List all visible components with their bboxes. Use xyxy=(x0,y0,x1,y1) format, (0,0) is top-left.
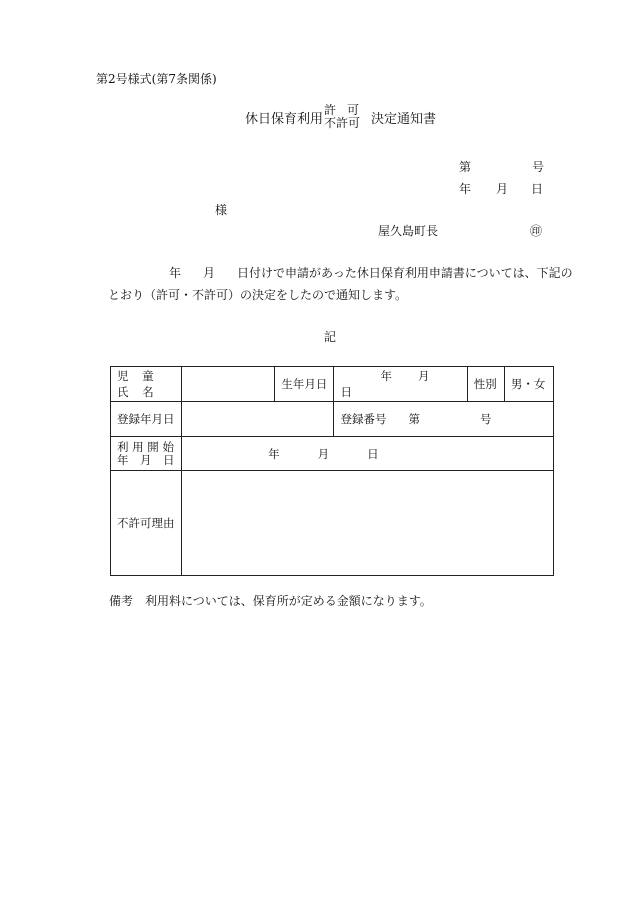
body-year: 年 xyxy=(169,266,182,280)
body-line-1 xyxy=(169,264,573,281)
table-row xyxy=(111,471,554,576)
table-row xyxy=(111,402,554,437)
birth-year: 年 xyxy=(380,369,392,383)
sex-label: 性別 xyxy=(467,367,504,402)
form-number-label: 第2号様式(第7条関係) xyxy=(96,72,217,86)
birth-day: 日 xyxy=(340,385,352,399)
body-month: 月 xyxy=(203,266,216,280)
birthdate-label: 生年月日 xyxy=(275,367,334,402)
title-prefix: 休日保育利用 xyxy=(245,111,324,127)
start-date-label-line-2: 年 月 日 xyxy=(117,452,175,467)
start-day: 日 xyxy=(367,446,379,461)
table-row xyxy=(111,437,554,471)
table-row xyxy=(111,367,554,402)
ki-heading: 記 xyxy=(324,330,337,344)
details-table xyxy=(110,366,554,576)
title-suffix: 決定通知書 xyxy=(371,111,437,127)
issuer-name: 屋久島町長 xyxy=(378,224,439,238)
denial-reason-label: 不許可理由 xyxy=(111,471,182,576)
seal-mark: ㊞ xyxy=(530,224,543,238)
title-choice-stack xyxy=(324,104,370,130)
start-date-label xyxy=(111,437,182,471)
number-suffix: 号 xyxy=(532,160,545,174)
start-year: 年 xyxy=(268,446,280,461)
document-title xyxy=(245,104,436,130)
start-month: 月 xyxy=(317,446,330,461)
registration-date-field[interactable] xyxy=(182,402,334,437)
birthdate-field[interactable] xyxy=(334,367,467,402)
start-date-label-line-1: 利 用 開 始 xyxy=(117,439,174,454)
body-line-1-text: 日付けで申請があった休日保育利用申請書については、下記の xyxy=(237,266,573,280)
sex-field[interactable]: 男・女 xyxy=(504,367,553,402)
date-year: 年 xyxy=(459,182,472,196)
registration-number-label: 登録番号 xyxy=(340,412,387,426)
recipient-honorific: 様 xyxy=(215,203,228,217)
title-choice-deny: 不許可 xyxy=(324,116,361,130)
note-text: 備考 利用料については、保育所が定める金額になります。 xyxy=(109,594,432,608)
date-day: 日 xyxy=(531,182,544,196)
child-name-field[interactable] xyxy=(182,367,275,402)
registration-date-label: 登録年月日 xyxy=(111,402,182,437)
title-choice-permit: 許可 xyxy=(324,103,371,117)
registration-number-suffix: 号 xyxy=(479,412,492,426)
number-prefix: 第 xyxy=(459,160,472,174)
denial-reason-field[interactable] xyxy=(182,471,554,576)
start-date-field[interactable] xyxy=(182,437,554,471)
body-line-2: とおり（許可・不許可）の決定をしたので通知します。 xyxy=(108,288,408,302)
registration-number-prefix: 第 xyxy=(408,412,420,426)
birth-month: 月 xyxy=(417,369,430,383)
child-name-label: 児 童 氏 名 xyxy=(111,367,182,402)
registration-number-cell[interactable] xyxy=(334,402,554,437)
date-month: 月 xyxy=(496,182,509,196)
